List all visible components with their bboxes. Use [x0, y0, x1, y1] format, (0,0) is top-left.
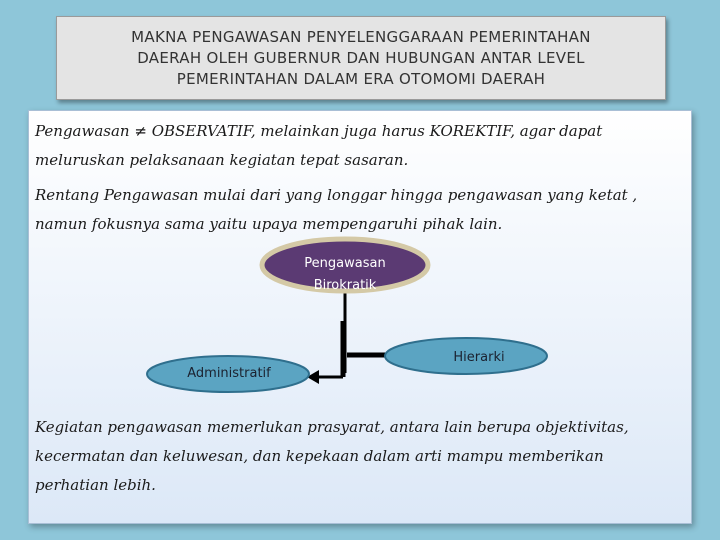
paragraph-observatif-korektif: Pengawasan ≠ OBSERVATIF, melainkan juga harus KOREKTIF, agar dapat meluruskan pelaksanaan kegiatan tepat sasaran. — [35, 122, 603, 169]
node-label-hierarki: Hierarki — [453, 350, 505, 365]
slide-title: MAKNA PENGAWASAN PENYELENGGARAAN PEMERINTAHAN DAERAH OLEH GUBERNUR DAN HUBUNGAN ANTAR LEVEL PEMERINTAHAN DALAM ERA OTOMOMI DAERAH — [131, 27, 591, 88]
title-box — [56, 16, 666, 100]
paragraph-prasyarat: Kegiatan pengawasan memerlukan prasyarat, antara lain berupa objektivitas, kecermatan dan keluwesan, dan kepekaan dalam arti mampu memberikan perhatian lebih. — [35, 418, 629, 494]
node-label-administratif: Administratif — [187, 366, 271, 381]
node-label-pengawasan-birokratik: Pengawasan Birokratik — [304, 256, 386, 293]
paragraph-rentang-pengawasan: Rentang Pengawasan mulai dari yang longgar hingga pengawasan yang ketat , namun fokusnya sama yaitu upaya mempengaruhi pihak lain. — [35, 186, 638, 233]
content-panel — [28, 110, 692, 524]
